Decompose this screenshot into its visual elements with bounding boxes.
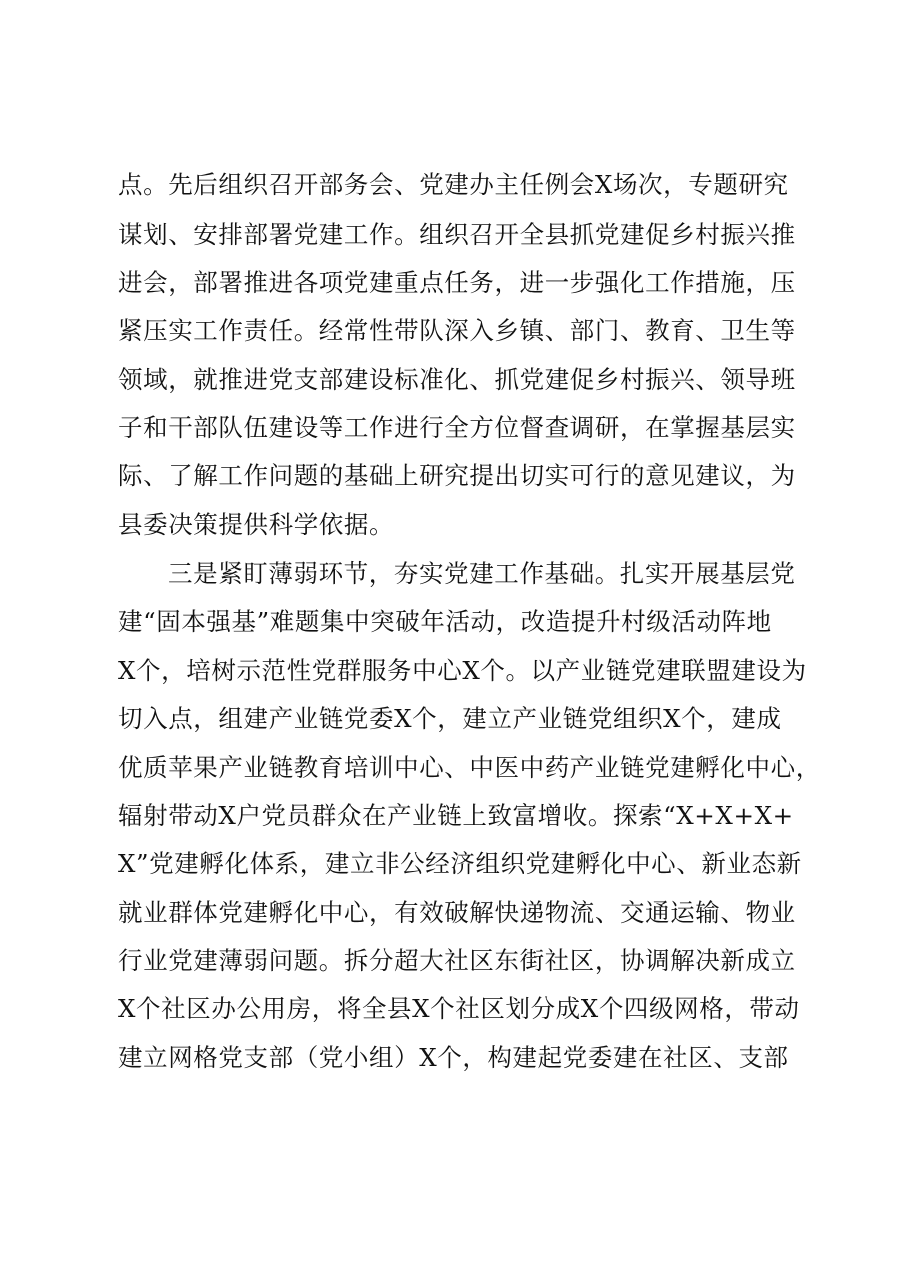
- text-line: 领域，就推进党支部建设标准化、抓党建促乡村振兴、领导班: [118, 365, 796, 394]
- text-line: 谋划、安排部署党建工作。组织召开全县抓党建促乡村振兴推: [118, 220, 796, 249]
- paragraph-start-line: 三是紧盯薄弱环节，夯实党建工作基础。扎实开展基层党: [168, 559, 796, 588]
- text-line: 辐射带动X户党员群众在产业链上致富增收。探索“X+X+X+: [118, 801, 794, 830]
- text-line: X”党建孵化体系，建立非公经济组织党建孵化中心、新业态新: [118, 849, 802, 878]
- text-line: 县委决策提供科学依据。: [118, 510, 395, 539]
- text-line: 行业党建薄弱问题。拆分超大社区东街社区，协调解决新成立: [118, 946, 796, 975]
- text-line: 切入点，组建产业链党委X个，建立产业链党组织X个，建成: [118, 704, 782, 733]
- text-line: 优质苹果产业链教育培训中心、中医中药产业链党建孵化中心，: [118, 753, 821, 782]
- text-line: 子和干部队伍建设等工作进行全方位督查调研，在掌握基层实: [118, 413, 796, 442]
- text-line: 紧压实工作责任。经常性带队深入乡镇、部门、教育、卫生等: [118, 316, 796, 345]
- text-line: 建“固本强基”难题集中突破年活动，改造提升村级活动阵地: [118, 607, 772, 636]
- text-line: 建立网格党支部（党小组）X个，构建起党委建在社区、支部: [118, 1043, 789, 1072]
- text-line: 际、了解工作问题的基础上研究提出切实可行的意见建议，为: [118, 461, 796, 490]
- text-line: X个社区办公用房，将全县X个社区划分成X个四级网格，带动: [118, 994, 800, 1023]
- text-line: X个，培树示范性党群服务中心X个。以产业链党建联盟建设为: [118, 656, 807, 685]
- text-line: 点。先后组织召开部务会、党建办主任例会X场次，专题研究: [118, 170, 789, 199]
- text-line: 进会，部署推进各项党建重点任务，进一步强化工作措施，压: [118, 268, 796, 297]
- text-line: 就业群体党建孵化中心，有效破解快递物流、交通运输、物业: [118, 898, 796, 927]
